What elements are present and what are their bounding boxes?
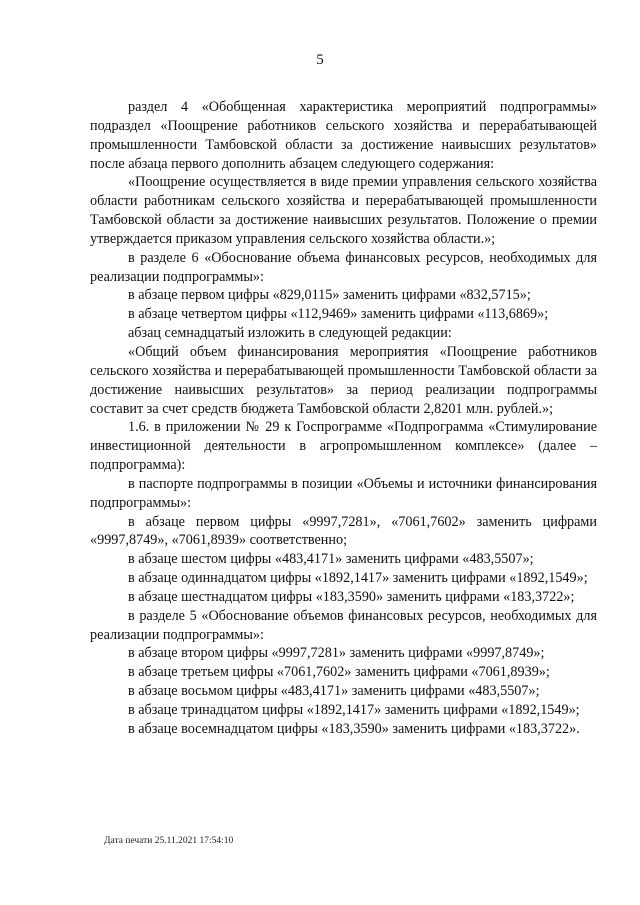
paragraph: в абзаце шестнадцатом цифры «183,3590» заменить цифрами «183,3722»; [128,588,575,605]
paragraph: 1.6. в приложении № 29 к Госпрограмме «Подпрограмма «Стимулирование инвестиционной деятельности в агропромышленном комплексе» (далее – подпрограмма): [90,419,597,474]
paragraph: в паспорте подпрограммы в позиции «Объемы и источники финансирования подпрограммы»: [90,475,597,511]
paragraph: абзац семнадцатый изложить в следующей редакции: [128,325,452,342]
paragraph: в абзаце одиннадцатом цифры «1892,1417» заменить цифрами «1892,1549»; [128,570,588,587]
paragraph: в абзаце третьем цифры «7061,7602» заменить цифрами «7061,8939»; [128,664,550,681]
paragraph: раздел 4 «Обобщенная характеристика мероприятий подпрограммы» подраздел «Поощрение работников сельского хозяйства и перерабатывающей промышленности Тамбовской области за достижение наивысших результатов» после абзаца первого дополнить абзацем следующего содержания: [90,99,597,172]
paragraph: «Поощрение осуществляется в виде премии управления сельского хозяйства области работникам сельского хозяйства и перерабатывающей промышленности Тамбовской области за достижение наивысших результатов. Положение о премии утверждается приказом управления сельского хозяйства области.»; [90,174,597,247]
paragraph: «Общий объем финансирования мероприятия «Поощрение работников сельского хозяйства и перерабатывающей промышленности Тамбовской области за достижение наивысших результатов» за период реализации подпрограммы составит за счет средств бюджета Тамбовской области 2,8201 млн. рублей.»; [90,343,597,417]
paragraph: в разделе 5 «Обоснование объемов финансовых ресурсов, необходимых для реализации подпрограммы»: [90,607,597,643]
paragraph: в абзаце четвертом цифры «112,9469» заменить цифрами «113,6869»; [128,306,549,323]
paragraph: в разделе 6 «Обоснование объема финансовых ресурсов, необходимых для реализации подпрограммы»: [90,249,597,285]
paragraph: в абзаце втором цифры «9997,7281» заменить цифрами «9997,8749»; [128,645,545,662]
print-date-footer: Дата печати 25.11.2021 17:54:10 [104,836,234,846]
paragraph: в абзаце шестом цифры «483,4171» заменить цифрами «483,5507»; [128,551,534,568]
page-number: 5 [316,52,324,68]
paragraph: в абзаце тринадцатом цифры «1892,1417» заменить цифрами «1892,1549»; [128,702,580,718]
document-body [90,98,597,739]
paragraph: в абзаце первом цифры «9997,7281», «7061,7602» заменить цифрами «9997,8749», «7061,8939» соответственно; [90,513,597,549]
paragraph: в абзаце восемнадцатом цифры «183,3590» заменить цифрами «183,3722». [128,720,580,737]
paragraph: в абзаце восьмом цифры «483,4171» заменить цифрами «483,5507»; [128,683,540,700]
paragraph: в абзаце первом цифры «829,0115» заменить цифрами «832,5715»; [128,287,531,304]
